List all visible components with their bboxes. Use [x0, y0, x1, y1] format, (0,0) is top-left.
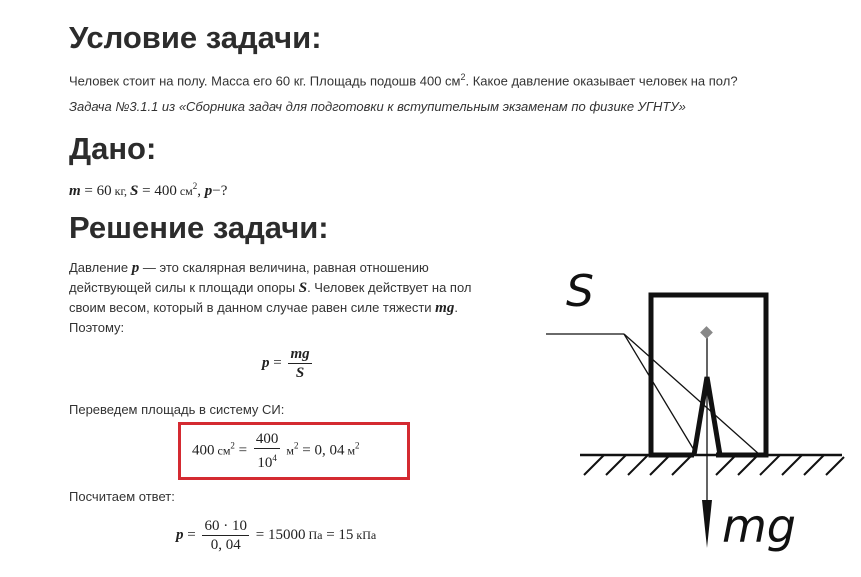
answer-text: Посчитаем ответ:: [69, 489, 175, 504]
formula-conversion: 400 $см^2$ = $\frac{400}{10^4}$ $м^2 = 0$, 04 $м^2$: [192, 431, 360, 471]
formula-answer: p = $\frac{60 \cdot 10}{0, 04}$ = 15000 Па = 15 кПа: [176, 518, 377, 553]
problem-text: Человек стоит на полу. Масса его 60 кг. Площадь подошв 400 $см^2$. Какое давление оказывает человек на пол?: [69, 72, 738, 89]
figure-label-mg: mg: [722, 499, 797, 553]
given-line: m = 60 кг, S = 400 $см^2$, p−?: [69, 181, 228, 199]
formula-pressure: p = $\frac{mg}{S}$: [262, 346, 310, 381]
leader-line-left: [624, 334, 697, 455]
leader-line-right: [624, 334, 760, 455]
center-of-mass-marker: [700, 326, 713, 339]
convert-text: Переведем площадь в систему СИ:: [69, 402, 285, 417]
heading-problem: Условие задачи:: [69, 20, 322, 55]
gravity-arrowhead: [702, 500, 712, 548]
person-block: [651, 295, 766, 455]
heading-solution: Решение задачи:: [69, 210, 329, 245]
heading-given: Дано:: [69, 131, 157, 166]
solution-text: Давление p — это скалярная величина, равная отношению действующей силы к площади опоры S. Человек действует на пол своим весом, который в данном случае равен силе тяжести mg. Поэтому:: [69, 260, 472, 335]
figure-label-s: S: [566, 266, 594, 317]
source-reference: Задача №3.1.1 из «Сборника задач для подготовки к вступительным экзаменам по физике УГНТУ»: [69, 99, 686, 114]
